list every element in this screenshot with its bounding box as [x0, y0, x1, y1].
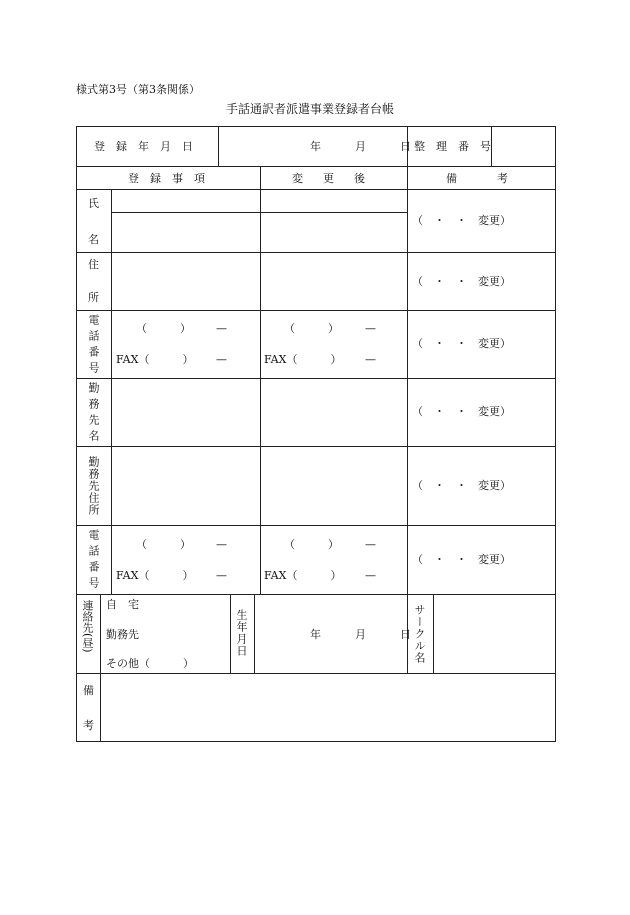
phone-dash-changed: —	[365, 322, 376, 335]
registration-date-label: 登録年月日	[94, 140, 204, 153]
fax-changed: FAX（ ）	[264, 353, 342, 366]
phone-dash-registered: —	[216, 322, 227, 335]
address-label-2: 所	[88, 291, 99, 304]
fax2-dash-registered: —	[216, 569, 227, 582]
remarks-label-2: 考	[83, 719, 94, 732]
management-number-label: 整理番号	[414, 140, 502, 153]
form-title: 手話通訳者派遣事業登録者台帳	[226, 102, 395, 116]
phone2-dash-registered: —	[216, 538, 227, 551]
name-label-2: 名	[88, 233, 99, 246]
phone2-paren-changed: （ ）	[284, 538, 339, 551]
phone-change-note: （ ・ ・ 変更）	[412, 337, 511, 350]
phone-label: 電話番号	[87, 314, 100, 378]
fax-dash-registered: —	[216, 353, 227, 366]
birthdate-label: 生年月日	[235, 609, 248, 657]
address-change-note: （ ・ ・ 変更）	[412, 275, 511, 288]
name-label-1: 氏	[88, 197, 99, 210]
remarks-label-1: 備	[83, 684, 94, 697]
header-after-change: 変更後	[292, 172, 385, 185]
address-label-1: 住	[88, 258, 99, 271]
phone-paren-changed: （ ）	[284, 322, 339, 335]
contact-option-work: 勤務先	[106, 628, 139, 641]
employer-name-change-note: （ ・ ・ 変更）	[412, 405, 511, 418]
birthdate-value[interactable]: 年 月 日	[310, 628, 415, 641]
fax2-registered: FAX（ ）	[116, 569, 194, 582]
phone2-dash-changed: —	[365, 538, 376, 551]
name-change-note: （ ・ ・ 変更）	[412, 214, 511, 227]
phone2-label: 電話番号	[87, 529, 100, 593]
fax-registered: FAX（ ）	[116, 353, 194, 366]
header-remarks: 備 考	[446, 172, 514, 185]
employer-address-label: 勤務先住所	[87, 456, 100, 516]
header-registered-items: 登録事項	[128, 172, 216, 185]
fax-dash-changed: —	[365, 353, 376, 366]
phone-paren-registered: （ ）	[136, 322, 191, 335]
registration-date-value[interactable]: 年 月 日	[310, 140, 415, 153]
contact-option-home: 自 宅	[106, 598, 139, 611]
fax2-dash-changed: —	[365, 569, 376, 582]
employer-address-change-note: （ ・ ・ 変更）	[412, 479, 511, 492]
form-number: 様式第3号（第3条関係）	[76, 83, 200, 96]
contact-option-other: その他（ ）	[106, 657, 194, 670]
contact-label: 連絡先(昼)	[81, 600, 94, 653]
phone2-change-note: （ ・ ・ 変更）	[412, 553, 511, 566]
circle-name-label: サークル名	[413, 604, 426, 664]
fax2-changed: FAX（ ）	[264, 569, 342, 582]
employer-name-label: 勤務先名	[87, 382, 100, 446]
phone2-paren-registered: （ ）	[136, 538, 191, 551]
